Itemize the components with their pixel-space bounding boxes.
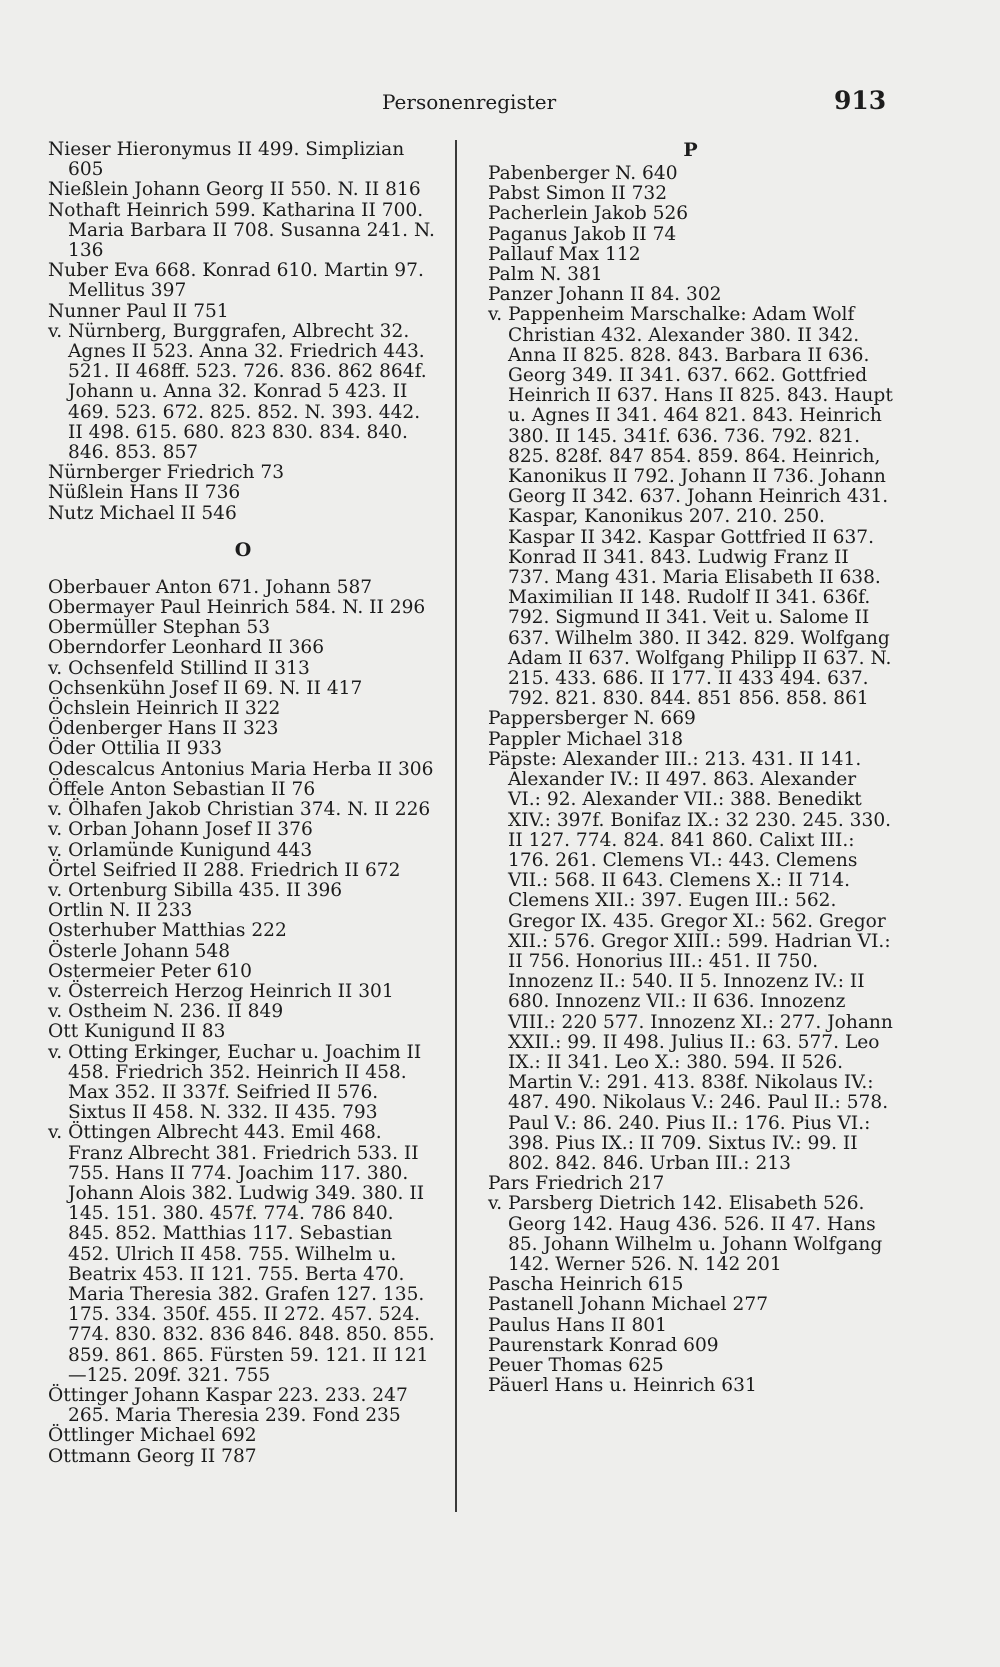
index-entry: Obermüller Stephan 53 — [48, 617, 271, 639]
index-entry: v. Österreich Herzog Heinrich II 301 — [48, 980, 394, 1002]
index-entry: Nunner Paul II 751 — [48, 300, 229, 322]
index-entry: Oberbauer Anton 671. Johann 587 — [48, 576, 373, 598]
index-entry: Öffele Anton Sebastian II 76 — [48, 778, 316, 800]
index-entry: Oberndorfer Leonhard II 366 — [48, 637, 325, 659]
left-column — [48, 140, 438, 1467]
running-title: Personenregister — [382, 90, 557, 114]
index-entry: Paganus Jakob II 74 — [488, 223, 677, 245]
index-entry: Ortlin N. II 233 — [48, 900, 193, 922]
index-entry: Nothaft Heinrich 599. Katharina II 700. Maria Barbara II 708. Susanna 241. N. 136 — [48, 199, 435, 262]
index-entry: v. Ortenburg Sibilla 435. II 396 — [48, 879, 343, 901]
index-entry: v. Orban Johann Josef II 376 — [48, 819, 313, 841]
column-divider — [455, 140, 457, 1512]
index-entry: Päpste: Alexander III.: 213. 431. II 141. Alexander IV.: II 497. 863. Alexander VI.: 92. Alexander VII.: 388. Benedikt XIV.: 397f. Bonifaz IX.: 32 230. 245. 330. II 127. 774. 824. 841 860. Calixt III.: 176. 261. Clemens VI.: 443. Clemens VII.: 568. II 643. Clemens X.: II 714. Clemens XII.: 397. Eugen III.: 562. Gregor IX. 435. Gregor XI.: 562. Gregor XII.: 576. Gregor XIII.: 599. Hadrian VI.: II 756. Honorius III.: 451. II 750. Innozenz II.: 540. II 5. Innozenz IV.: II 680. Innozenz VII.: II 636. Innozenz VIII.: 220 577. Innozenz XI.: 277. Johann XXII.: 99. II 498. Julius II.: 63. 577. Leo IX.: II 341. Leo X.: 380. 594. II 526. Martin V.: 291. 413. 838f. Nikolaus IV.: 487. 490. Nikolaus V.: 246. Paul II.: 578. Paul V.: 86. 240. Pius II.: 176. Pius VI.: 398. Pius IX.: II 709. Sixtus IV.: 99. II 802. 842. 846. Urban III.: 213 — [488, 748, 893, 1174]
index-entry: v. Orlamünde Kunigund 443 — [48, 839, 313, 861]
index-entry: Öttinger Johann Kaspar 223. 233. 247 265. Maria Theresia 239. Fond 235 — [48, 1384, 408, 1427]
entries-n-list — [48, 140, 438, 524]
index-entry: Paurenstark Konrad 609 — [488, 1334, 719, 1356]
index-entry: Pabenberger N. 640 — [488, 163, 678, 184]
entries-o-list — [48, 578, 438, 1467]
index-entry: Osterhuber Matthias 222 — [48, 920, 287, 942]
index-entry: v. Öttingen Albrecht 443. Emil 468. Franz Albrecht 381. Friedrich 533. II 755. Hans II 774. Joachim 117. 380. Johann Alois 382. Ludwig 349. 380. II 145. 151. 380. 457f. 774. 786 840. 845. 852. Matthias 117. Sebastian 452. Ulrich II 458. 755. Wilhelm u. Beatrix 453. II 121. 755. Berta 470. Maria Theresia 382. Grafen 127. 135. 175. 334. 350f. 455. II 272. 457. 524. 774. 830. 832. 836 846. 848. 850. 855. 859. 861. 865. Fürsten 59. 121. II 121—125. 209f. 321. 755 — [48, 1122, 435, 1386]
index-entry: v. Ochsenfeld Stillind II 313 — [48, 657, 310, 679]
index-entry: Örtel Seifried II 288. Friedrich II 672 — [48, 859, 401, 881]
index-entry: Österle Johann 548 — [48, 940, 231, 962]
index-entry: Palm N. 381 — [488, 264, 603, 286]
index-entry: Pars Friedrich 217 — [488, 1173, 665, 1195]
running-header — [0, 86, 1000, 126]
index-entry: Nieser Hieronymus II 499. Simplizian 605 — [48, 139, 405, 181]
index-entry: Ödenberger Hans II 323 — [48, 718, 279, 740]
index-entry: Pastanell Johann Michael 277 — [488, 1294, 769, 1316]
index-entry: Nüßlein Hans II 736 — [48, 482, 241, 504]
index-entry: v. Otting Erkinger, Euchar u. Joachim II 458. Friedrich 352. Heinrich II 458. Max 352. II 337f. Seifried II 576. Sixtus II 458. N. 332. II 435. 793 — [48, 1041, 422, 1124]
page-number: 913 — [834, 86, 887, 115]
index-entry: v. Pappenheim Marschalke: Adam Wolf Christian 432. Alexander 380. II 342. Anna II 825. 828. 843. Barbara II 636. Georg 349. II 341. 637. 662. Gottfried Heinrich II 637. Hans II 825. 843. Haupt u. Agnes II 341. 464 821. 843. Heinrich 380. II 145. 341f. 636. 736. 792. 821. 825. 828f. 847 854. 859. 864. Heinrich, Kanonikus II 792. Johann II 736. Johann Georg II 342. 637. Johann Heinrich 431. Kaspar, Kanonikus 207. 210. 250. Kaspar II 342. Kaspar Gottfried II 637. Konrad II 341. 843. Ludwig Franz II 737. Mang 431. Maria Elisabeth II 638. Maximilian II 148. Rudolf II 341. 636f. 792. Sigmund II 341. Veit u. Salome II 637. Wilhelm 380. II 342. 829. Wolfgang Adam II 637. Wolfgang Philipp II 637. N. 215. 433. 686. II 177. II 433 494. 637. 792. 821. 830. 844. 851 856. 858. 861 — [488, 304, 893, 710]
index-entry: v. Ölhafen Jakob Christian 374. N. II 226 — [48, 799, 431, 821]
section-heading-o: O — [234, 538, 252, 561]
index-entry: v. Parsberg Dietrich 142. Elisabeth 526. Georg 142. Haug 436. 526. II 47. Hans 85. Johann Wilhelm u. Johann Wolfgang 142. Werner 526. N. 142 201 — [488, 1193, 883, 1275]
index-entry: Pabst Simon II 732 — [488, 183, 668, 205]
index-entry: v. Nürnberg, Burggrafen, Albrecht 32. Agnes II 523. Anna 32. Friedrich 443. 521. II 468ff. 523. 726. 836. 862 864f. Johann u. Anna 32. Konrad 5 423. II 469. 523. 672. 825. 852. N. 393. 442. II 498. 615. 680. 823 830. 834. 840. 846. 853. 857 — [48, 320, 427, 464]
index-entry: Öchslein Heinrich II 322 — [48, 698, 281, 720]
index-entry: Pallauf Max 112 — [488, 243, 641, 265]
index-entry: Öder Ottilia II 933 — [48, 738, 223, 760]
index-entry: Ochsenkühn Josef II 69. N. II 417 — [48, 677, 363, 699]
index-entry: Öttlinger Michael 692 — [48, 1425, 257, 1447]
index-entry: Päuerl Hans u. Heinrich 631 — [488, 1375, 757, 1397]
index-entry: v. Ostheim N. 236. II 849 — [48, 1001, 284, 1023]
index-entry: Pacherlein Jakob 526 — [488, 203, 689, 225]
index-entry: Ottmann Georg II 787 — [48, 1445, 257, 1467]
index-entry: Ott Kunigund II 83 — [48, 1021, 226, 1043]
index-entry: Pascha Heinrich 615 — [488, 1274, 684, 1296]
index-entry: Nürnberger Friedrich 73 — [48, 462, 285, 484]
index-entry: Nutz Michael II 546 — [48, 502, 237, 524]
index-entry: Ostermeier Peter 610 — [48, 960, 252, 982]
index-entry: Panzer Johann II 84. 302 — [488, 284, 722, 306]
entries-p-list — [488, 164, 893, 1396]
index-entry: Odescalcus Antonius Maria Herba II 306 — [48, 758, 434, 780]
right-column — [488, 140, 893, 1396]
index-entry: Paulus Hans II 801 — [488, 1314, 667, 1336]
index-entry: Obermayer Paul Heinrich 584. N. II 296 — [48, 597, 426, 619]
section-heading-p: P — [683, 139, 698, 161]
index-entry: Pappersberger N. 669 — [488, 708, 696, 730]
index-entry: Nuber Eva 668. Konrad 610. Martin 97. Mellitus 397 — [48, 260, 424, 302]
index-entry: Peuer Thomas 625 — [488, 1354, 664, 1376]
index-entry: Pappler Michael 318 — [488, 728, 684, 750]
index-entry: Nießlein Johann Georg II 550. N. II 816 — [48, 179, 421, 201]
